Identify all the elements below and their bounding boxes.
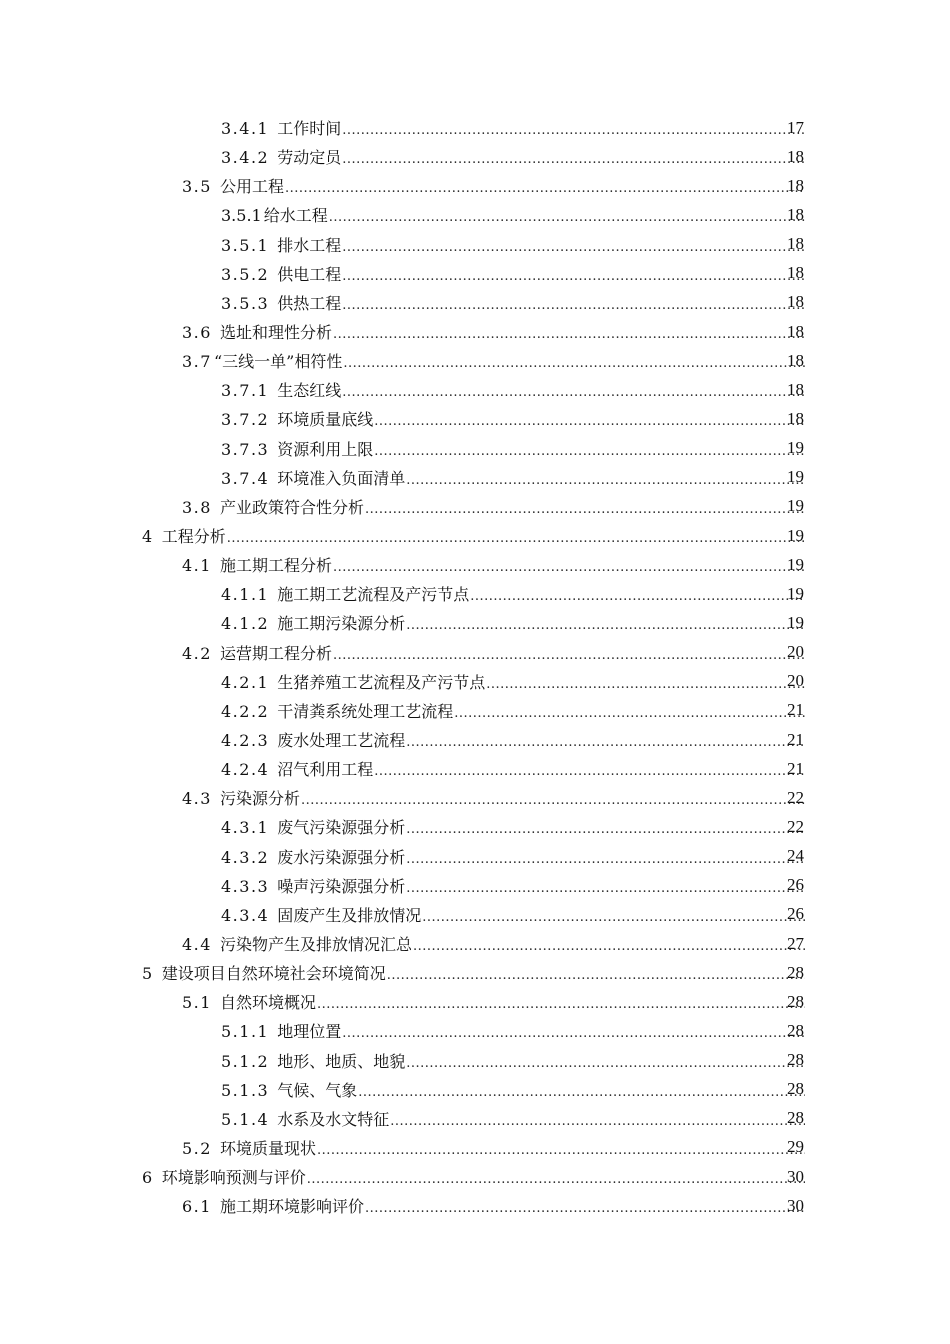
toc-entry-content [221,582,806,605]
toc-entry-number: 4.3 [182,789,212,809]
toc-entry-title: 废气污染源强分析 [277,818,406,838]
toc-entry[interactable] [0,142,950,171]
dot-leader [406,473,805,488]
toc-entry-title: 环境质量底线 [277,410,374,430]
toc-entry-number: 5 [142,964,154,984]
toc-entry-page-number: 18 [787,321,804,341]
toc-entry-content [142,961,806,984]
toc-entry-page-number: 22 [787,816,804,836]
toc-entry[interactable] [0,842,950,871]
toc-entry-page-number: 22 [787,787,804,807]
toc-entry-title: 水系及水文特征 [277,1109,390,1129]
toc-entry-content [221,903,806,926]
toc-entry-page-number: 28 [787,962,804,982]
toc-entry-title: 废水污染源强分析 [277,847,406,867]
toc-entry-page-number: 28 [787,1020,804,1040]
toc-entry-page-number: 18 [787,408,804,428]
toc-entry-page-number: 18 [787,146,804,166]
toc-entry-title: 生猪养殖工艺流程及产污节点 [277,672,486,692]
toc-entry-content [221,874,806,897]
toc-entry-title: 工作时间 [277,119,342,139]
toc-entry[interactable] [0,958,950,987]
dot-leader [285,181,805,196]
dot-leader [406,1056,805,1071]
toc-entry-number: 5.1.3 [221,1080,270,1100]
dot-leader [342,385,805,400]
toc-entry-title: 施工期环境影响评价 [219,1197,364,1217]
toc-entry-content [221,1019,806,1042]
toc-entry-content [182,174,806,197]
toc-entry-number: 3.7.2 [221,410,270,430]
toc-entry-content [221,233,806,256]
toc-entry-page-number: 20 [787,642,804,662]
toc-entry[interactable] [0,113,950,142]
toc-entry-number: 4.3.3 [221,876,270,896]
toc-entry-page-number: 28 [787,1050,804,1070]
toc-entry-number: 6 [142,1168,154,1188]
dot-leader [406,735,805,750]
toc-entry-title: 运营期工程分析 [219,643,332,663]
toc-entry-title: 工程分析 [161,527,226,547]
toc-entry-page-number: 28 [787,1079,804,1099]
toc-entry-title: 干清粪系统处理工艺流程 [277,701,454,721]
toc-entry-title: 施工期工程分析 [219,556,332,576]
toc-entry[interactable] [0,929,950,958]
dot-leader [374,764,805,779]
toc-entry-page-number: 18 [787,292,804,312]
toc-entry[interactable] [0,667,950,696]
toc-entry-title: 供热工程 [277,293,342,313]
dot-leader [343,356,805,371]
toc-entry-content [182,1194,806,1217]
toc-entry[interactable] [0,1104,950,1133]
dot-leader [227,531,805,546]
toc-entry-page-number: 18 [787,234,804,254]
toc-entry-number: 3.7.4 [221,468,270,488]
toc-entry-content [221,1107,806,1130]
toc-entry-title: 污染源分析 [219,789,300,809]
toc-entry-title: 给水工程 [263,206,328,226]
toc-entry-number: 3.7.1 [221,381,270,401]
toc-entry-title: 施工期污染源分析 [277,614,406,634]
toc-entry[interactable] [0,346,950,375]
toc-entry-content [142,524,806,547]
dot-leader [317,1143,805,1158]
toc-entry-title: 气候、气象 [277,1080,358,1100]
dot-leader [358,1085,805,1100]
toc-entry-content [221,845,806,868]
toc-entry[interactable] [0,1191,950,1220]
toc-entry-number: 4.2.1 [221,672,270,692]
toc-entry-content [182,495,806,518]
toc-entry-title: 生态红线 [277,381,342,401]
toc-entry-content [221,728,806,751]
toc-entry-content [221,1078,806,1101]
toc-entry[interactable] [0,783,950,812]
toc-entry-content [221,815,806,838]
toc-entry-title: 选址和理性分析 [219,323,332,343]
toc-entry-title: “三线一单”相符性 [213,352,343,372]
toc-entry-number: 5.1.1 [221,1022,270,1042]
toc-entry-content [182,990,806,1013]
toc-entry-content [221,466,806,489]
toc-entry-page-number: 28 [787,1108,804,1128]
dot-leader [374,444,805,459]
toc-entry-content [182,553,806,576]
toc-entry-number: 3.8 [182,497,212,517]
toc-entry-title: 地理位置 [277,1022,342,1042]
table-of-contents [0,113,950,1220]
dot-leader [374,414,805,429]
toc-entry-title: 供电工程 [277,264,342,284]
toc-entry[interactable] [0,608,950,637]
toc-entry[interactable] [0,1133,950,1162]
toc-entry-page-number: 19 [787,438,804,458]
toc-entry-page-number: 18 [787,175,804,195]
toc-entry-page-number: 26 [787,904,804,924]
toc-entry[interactable] [0,550,950,579]
dot-leader [413,939,805,954]
toc-entry-page-number: 18 [787,379,804,399]
dot-leader [307,1172,805,1187]
toc-entry-number: 6.1 [182,1197,212,1217]
toc-entry-page-number: 30 [787,1166,804,1186]
toc-entry-number: 3.7.3 [221,439,270,459]
toc-entry[interactable] [0,492,950,521]
toc-entry[interactable] [0,725,950,754]
toc-entry[interactable] [0,259,950,288]
toc-entry-content [182,641,806,664]
toc-entry-title: 资源利用上限 [277,439,374,459]
toc-entry-content [182,320,806,343]
toc-entry[interactable] [0,200,950,229]
toc-entry-page-number: 19 [787,496,804,516]
toc-entry-number: 5.1.4 [221,1109,270,1129]
dot-leader [333,327,805,342]
toc-entry-content [221,757,806,780]
toc-entry-number: 4.2.4 [221,760,270,780]
toc-entry-title: 自然环境概况 [219,993,316,1013]
toc-entry-page-number: 19 [787,612,804,632]
dot-leader [365,1201,805,1216]
toc-entry-content [182,349,806,372]
toc-entry-number: 3.5.3 [221,293,270,313]
dot-leader [329,210,805,225]
toc-entry-page-number: 21 [787,758,804,778]
toc-entry-number: 4.3.2 [221,847,270,867]
toc-entry[interactable] [0,463,950,492]
toc-entry-page-number: 26 [787,875,804,895]
dot-leader [390,1114,805,1129]
toc-entry-title: 固废产生及排放情况 [277,905,422,925]
toc-entry-page-number: 20 [787,671,804,691]
toc-entry-content [221,378,806,401]
toc-entry-number: 3.7 [182,352,212,372]
toc-entry-content [221,699,806,722]
toc-entry[interactable] [0,754,950,783]
toc-entry-content [221,262,806,285]
toc-entry-content [221,437,806,460]
toc-entry-number: 3.4.1 [221,119,270,139]
toc-entry-content [221,1049,806,1072]
toc-entry[interactable] [0,1162,950,1191]
toc-entry-number: 4.2 [182,643,212,663]
toc-entry-number: 4.1.2 [221,614,270,634]
toc-entry[interactable] [0,1046,950,1075]
dot-leader [406,852,805,867]
toc-entry-content [182,932,806,955]
toc-entry-number: 3.6 [182,323,212,343]
toc-entry-title: 废水处理工艺流程 [277,731,406,751]
toc-entry-number: 4.2.3 [221,731,270,751]
toc-entry-page-number: 21 [787,729,804,749]
dot-leader [317,997,805,1012]
toc-entry-number: 4.2.2 [221,701,270,721]
toc-entry-content [182,786,806,809]
toc-entry-title: 产业政策符合性分析 [219,497,364,517]
toc-entry[interactable] [0,638,950,667]
toc-entry-content [221,116,806,139]
dot-leader [342,123,805,138]
toc-entry-page-number: 18 [787,263,804,283]
toc-entry[interactable] [0,1016,950,1045]
toc-entry-page-number: 28 [787,991,804,1011]
toc-entry-page-number: 24 [787,846,804,866]
toc-entry-number: 3.4.2 [221,148,270,168]
toc-entry[interactable] [0,987,950,1016]
dot-leader [342,240,805,255]
toc-entry-title: 环境准入负面清单 [277,468,406,488]
toc-entry-title: 公用工程 [219,177,284,197]
toc-entry-title: 排水工程 [277,235,342,255]
toc-entry[interactable] [0,404,950,433]
dot-leader [342,298,805,313]
toc-entry-number: 4 [142,527,154,547]
dot-leader [486,677,805,692]
toc-entry-page-number: 19 [787,583,804,603]
dot-leader [342,269,805,284]
toc-entry-content [221,203,806,226]
toc-entry-content [142,1165,806,1188]
toc-entry[interactable] [0,375,950,404]
dot-leader [365,502,805,517]
toc-entry-title: 噪声污染源强分析 [277,876,406,896]
dot-leader [454,706,805,721]
toc-entry-number: 4.3.1 [221,818,270,838]
toc-entry-number: 3.5.1 [221,235,270,255]
toc-entry-page-number: 19 [787,525,804,545]
toc-entry-title: 环境质量现状 [219,1138,316,1158]
toc-entry-number: 5.1 [182,993,212,1013]
toc-entry-number: 4.4 [182,935,212,954]
toc-entry[interactable] [0,696,950,725]
toc-entry[interactable] [0,434,950,463]
toc-entry[interactable] [0,900,950,929]
toc-entry-page-number: 17 [787,117,804,137]
toc-entry-title: 劳动定员 [277,148,342,168]
toc-entry-page-number: 19 [787,554,804,574]
toc-entry-title: 施工期工艺流程及产污节点 [277,585,470,605]
toc-entry[interactable] [0,171,950,200]
toc-entry-content [221,291,806,314]
toc-entry-number: 4.1 [182,556,212,576]
toc-entry-number: 4.3.4 [221,905,270,925]
toc-entry-title: 环境影响预测与评价 [161,1168,306,1188]
toc-entry-page-number: 21 [787,700,804,720]
toc-entry-page-number: 18 [787,204,804,224]
toc-entry-number: 5.1.2 [221,1051,270,1071]
dot-leader [422,910,805,925]
dot-leader [406,881,805,896]
dot-leader [342,152,805,167]
toc-entry-title: 建设项目自然环境社会环境简况 [161,964,386,984]
toc-entry[interactable] [0,579,950,608]
toc-entry[interactable] [0,871,950,900]
dot-leader [406,822,805,837]
toc-entry-content [182,1136,806,1159]
toc-entry-title: 地形、地质、地貌 [277,1051,406,1071]
toc-entry-content [221,611,806,634]
dot-leader [342,1026,805,1041]
toc-entry[interactable] [0,230,950,259]
toc-entry[interactable] [0,812,950,841]
dot-leader [333,560,805,575]
toc-entry-number: 5.2 [182,1138,212,1158]
dot-leader [470,589,805,604]
toc-entry-content [221,407,806,430]
toc-entry[interactable] [0,521,950,550]
toc-entry-content [221,145,806,168]
dot-leader [406,618,805,633]
toc-entry-page-number: 27 [787,933,804,953]
toc-entry-title: 污染物产生及排放情况汇总 [219,935,412,954]
toc-entry-number: 4.1.1 [221,585,270,605]
toc-entry-number: 3.5.1 [221,206,262,226]
toc-entry-page-number: 18 [787,350,804,370]
toc-entry-content [221,670,806,693]
toc-entry[interactable] [0,288,950,317]
toc-entry-number: 3.5 [182,177,212,197]
toc-entry-page-number: 29 [787,1137,804,1157]
dot-leader [333,648,805,663]
toc-entry-page-number: 30 [787,1195,804,1215]
toc-entry[interactable] [0,317,950,346]
toc-entry-title: 沼气利用工程 [277,760,374,780]
toc-entry-number: 3.5.2 [221,264,270,284]
dot-leader [301,793,805,808]
toc-entry[interactable] [0,1075,950,1104]
toc-entry-page-number: 19 [787,467,804,487]
dot-leader [387,968,805,983]
